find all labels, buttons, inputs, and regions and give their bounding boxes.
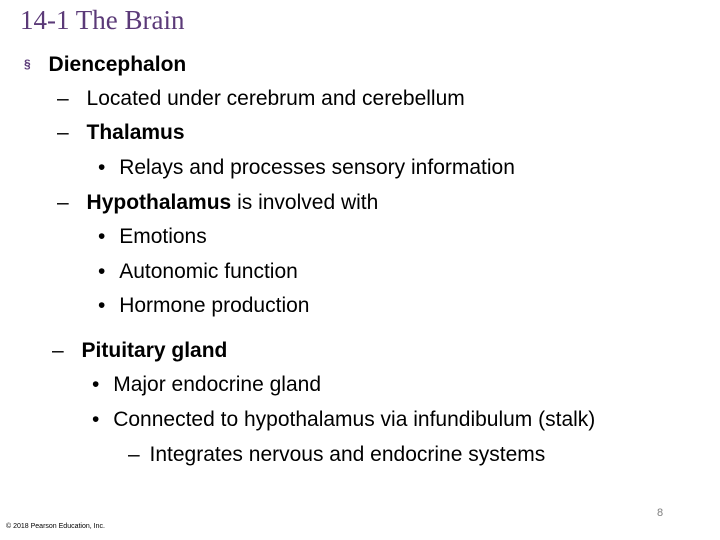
bullet-text: Relays and processes sensory information — [119, 156, 515, 179]
sub-bullet-pituitary — [52, 338, 227, 364]
sub-sub-bullet-emotions — [98, 224, 207, 250]
dash-bullet-icon: – — [52, 339, 64, 362]
dot-bullet-icon: • — [92, 373, 100, 396]
bullet-text: Connected to hypothalamus via infundibulum (stalk) — [113, 408, 596, 431]
bullet-text: Autonomic function — [119, 260, 298, 283]
dash-bullet-icon: – — [128, 443, 140, 466]
bullet-text: Major endocrine gland — [113, 373, 321, 396]
bullet-text: Hormone production — [119, 294, 310, 317]
square-bullet-icon: § — [24, 57, 31, 71]
sub-sub-bullet-autonomic — [98, 259, 298, 285]
sub-bullet-hypothalamus — [57, 190, 378, 216]
bullet-text: Thalamus — [86, 121, 185, 144]
bullet-text: Diencephalon — [48, 53, 187, 76]
copyright-footer: © 2018 Pearson Education, Inc. — [6, 523, 105, 530]
bullet-text: Located under cerebrum and cerebellum — [86, 87, 465, 110]
dot-bullet-icon: • — [98, 260, 106, 283]
dot-bullet-icon: • — [98, 294, 106, 317]
dash-bullet-icon: – — [57, 121, 69, 144]
sub-sub-bullet-connected — [92, 407, 595, 433]
dash-bullet-icon: – — [57, 87, 69, 110]
sub-bullet-location — [57, 86, 465, 112]
bullet-text: Pituitary gland — [81, 339, 228, 362]
bullet-text: Emotions — [119, 225, 207, 248]
bold-term: Hypothalamus — [86, 191, 232, 214]
bullet-text: is involved with — [231, 191, 379, 214]
bullet-diencephalon — [24, 51, 186, 78]
bullet-text: Integrates nervous and endocrine systems — [149, 443, 546, 466]
dash-bullet-icon: – — [57, 191, 69, 214]
dot-bullet-icon: • — [98, 225, 106, 248]
slide-title: 14-1 The Brain — [20, 5, 185, 35]
dot-bullet-icon: • — [98, 156, 106, 179]
page-number: 8 — [657, 507, 664, 519]
dot-bullet-icon: • — [92, 408, 100, 431]
level3-bullet-integrates — [128, 442, 545, 468]
sub-sub-bullet-endocrine — [92, 372, 321, 398]
sub-sub-bullet-relays — [98, 155, 515, 181]
sub-bullet-thalamus — [57, 120, 185, 146]
sub-sub-bullet-hormone — [98, 293, 309, 319]
